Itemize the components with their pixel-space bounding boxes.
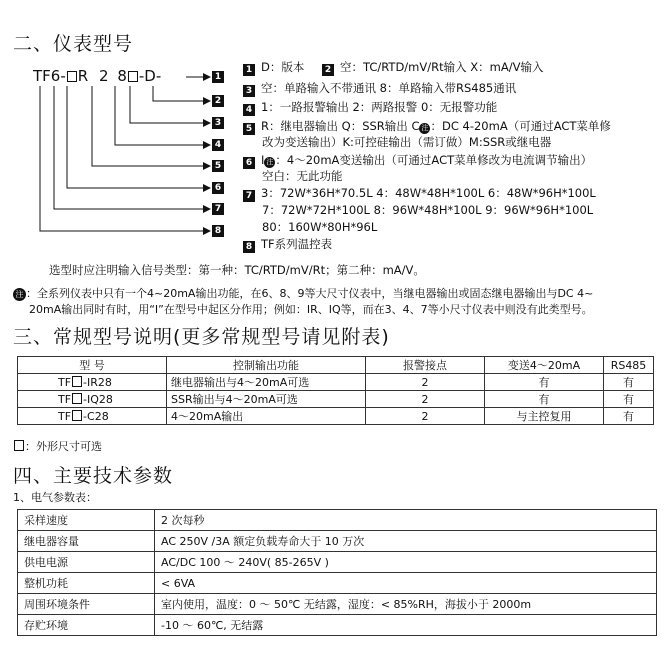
model-part-comm: 8 <box>117 67 127 85</box>
model-part-version: -D- <box>138 67 162 85</box>
def-num-4: 4 <box>243 104 255 116</box>
selection-note: 选型时应注明输入信号类型：第一种：TC/RTD/mV/Rt；第二种：mA/V。 <box>49 263 425 277</box>
param-label: 存贮环境 <box>18 615 155 636</box>
param-value: 2 次每秒 <box>155 510 657 531</box>
def-3 <box>243 80 516 97</box>
def-text-2: 空：TC/RTD/mV/Rt输入 X：mA/V输入 <box>340 60 544 74</box>
cell-transmit: 与主控复用 <box>485 408 604 425</box>
option-box <box>72 410 82 421</box>
def-text-5a: R：继电器输出 Q：SSR输出 C <box>261 119 420 133</box>
def-num-7: 7 <box>243 190 255 202</box>
def-text-3: 空：单路输入不带通讯 8：单路输入带RS485通讯 <box>261 81 517 95</box>
note-circle-icon: 注 <box>13 288 26 301</box>
def-6-line2: 空白：无此功能 <box>262 169 343 183</box>
def-num-6: 6 <box>243 157 255 169</box>
def-num-2: 2 <box>322 64 334 76</box>
cell-alarm: 2 <box>366 391 485 408</box>
col-header-model: 型 号 <box>18 357 167 374</box>
section-2-title: 二、仪表型号 <box>13 33 134 55</box>
table-row <box>18 573 657 594</box>
label-num-7: 7 <box>212 203 224 215</box>
note-circle-icon: 注 <box>421 124 429 132</box>
table-row <box>18 391 654 408</box>
def-8 <box>243 236 332 253</box>
label-num-4: 4 <box>212 139 224 151</box>
section-4-title: 四、主要技术参数 <box>13 465 174 487</box>
def-num-5: 5 <box>243 123 255 135</box>
def-text-8: TF系列温控表 <box>261 237 333 251</box>
footnote-line1 <box>13 285 593 301</box>
cell-model: TF -IQ28 <box>18 391 167 408</box>
cell-alarm: 2 <box>366 408 485 425</box>
size-footnote: ：外形尺寸可选 <box>13 438 102 454</box>
table-row <box>18 510 657 531</box>
table-header-row <box>18 357 654 374</box>
cell-model: TF -IR28 <box>18 374 167 391</box>
def-5-line2: 改为变送输出）K:可控硅输出（需订做）M:SSR或继电器 <box>262 135 552 149</box>
label-num-8: 8 <box>212 225 224 237</box>
option-box <box>14 440 24 451</box>
def-7 <box>243 185 596 202</box>
cell-rs485: 有 <box>604 391 654 408</box>
param-value: < 6VA <box>155 573 657 594</box>
cell-rs485: 有 <box>604 408 654 425</box>
def-num-8: 8 <box>243 241 255 253</box>
table-row <box>18 594 657 615</box>
cell-function: 继电器输出与4～20mA可选 <box>167 374 366 391</box>
param-value: -10 ～ 60℃, 无结露 <box>155 615 657 636</box>
cell-function: SSR输出与4～20mA可选 <box>167 391 366 408</box>
col-header-rs485: RS485 <box>604 357 654 374</box>
label-num-1: 1 <box>212 71 224 83</box>
def-num-1: 1 <box>243 64 255 76</box>
def-1-2 <box>243 59 543 76</box>
model-part-output: R <box>77 67 89 85</box>
def-num-3: 3 <box>243 85 255 97</box>
footnote-line2: 20mA输出同时有时，用“I”在型号中起区分作用；例如：IR、IQ等，而在3、4、7等小尺寸仪表中则没有此类型号。 <box>29 303 593 316</box>
model-part-tf: TF <box>33 67 51 85</box>
def-text-4: 1：一路报警输出 2：两路报警 0：无报警功能 <box>261 100 498 114</box>
table-row <box>18 531 657 552</box>
cell-transmit: 有 <box>485 391 604 408</box>
col-header-function: 控制输出功能 <box>167 357 366 374</box>
option-box <box>72 393 82 404</box>
def-text-5b: ：DC 4-20mA（可通过ACT菜单修 <box>430 119 611 133</box>
cell-rs485: 有 <box>604 374 654 391</box>
label-num-3: 3 <box>212 117 224 129</box>
cell-alarm: 2 <box>366 374 485 391</box>
param-value: AC 250V /3A 额定负载寿命大于 10 万次 <box>155 531 657 552</box>
col-header-alarm: 报警接点 <box>366 357 485 374</box>
def-7-line3: 80：160W*80H*96L <box>262 220 378 234</box>
def-text-6b: ：4～20mA变送输出（可通过ACT菜单修改为电流调节输出） <box>275 153 593 167</box>
model-table <box>17 356 654 425</box>
model-part-dash: - <box>60 67 66 85</box>
def-text-7-line1: 3：72W*36H*70.5L 4：48W*48H*100L 6：48W*96H*100L <box>261 186 596 200</box>
param-value: AC/DC 100 ～ 240V( 85-265V ) <box>155 552 657 573</box>
label-num-6: 6 <box>212 182 224 194</box>
col-header-transmit: 变送4～20mA <box>485 357 604 374</box>
model-part-alarm: 2 <box>98 67 109 85</box>
note-circle-icon: 注 <box>266 158 274 166</box>
table-row <box>18 408 654 425</box>
param-value: 室内使用，温度：0 ～ 50℃ 无结露，湿度：< 85%RH，海拔小于 2000m <box>155 594 657 615</box>
def-text-6a: I <box>261 153 265 167</box>
param-label: 周围环境条件 <box>18 594 155 615</box>
param-label: 采样速度 <box>18 510 155 531</box>
param-label: 继电器容量 <box>18 531 155 552</box>
table-row <box>18 615 657 636</box>
model-part-size: 6 <box>50 67 61 85</box>
cell-transmit: 有 <box>485 374 604 391</box>
footnote-text-1: ：全系列仪表中只有一个4~20mA输出功能，在6、8、9等大尺寸仪表中，当继电器输出或固态继电器输出与DC 4~ <box>26 287 594 300</box>
table-row <box>18 374 654 391</box>
cell-model: TF -C28 <box>18 408 167 425</box>
cell-function: 4～20mA输出 <box>167 408 366 425</box>
def-6 <box>243 152 592 169</box>
def-7-line2: 7：72W*72H*100L 8：96W*48H*100L 9：96W*96H*100L <box>262 203 594 217</box>
def-5 <box>243 118 611 135</box>
section-4-subtitle: 1、电气参数表： <box>13 491 97 504</box>
section-3-title: 三、常规型号说明(更多常规型号请见附表) <box>13 326 390 348</box>
label-num-5: 5 <box>212 160 224 172</box>
label-num-2: 2 <box>212 95 224 107</box>
param-label: 整机功耗 <box>18 573 155 594</box>
table-row <box>18 552 657 573</box>
def-4 <box>243 99 497 116</box>
param-label: 供电电源 <box>18 552 155 573</box>
electrical-params-table <box>17 509 657 636</box>
def-text-1: D：版本 <box>261 60 305 74</box>
option-box <box>72 376 82 387</box>
